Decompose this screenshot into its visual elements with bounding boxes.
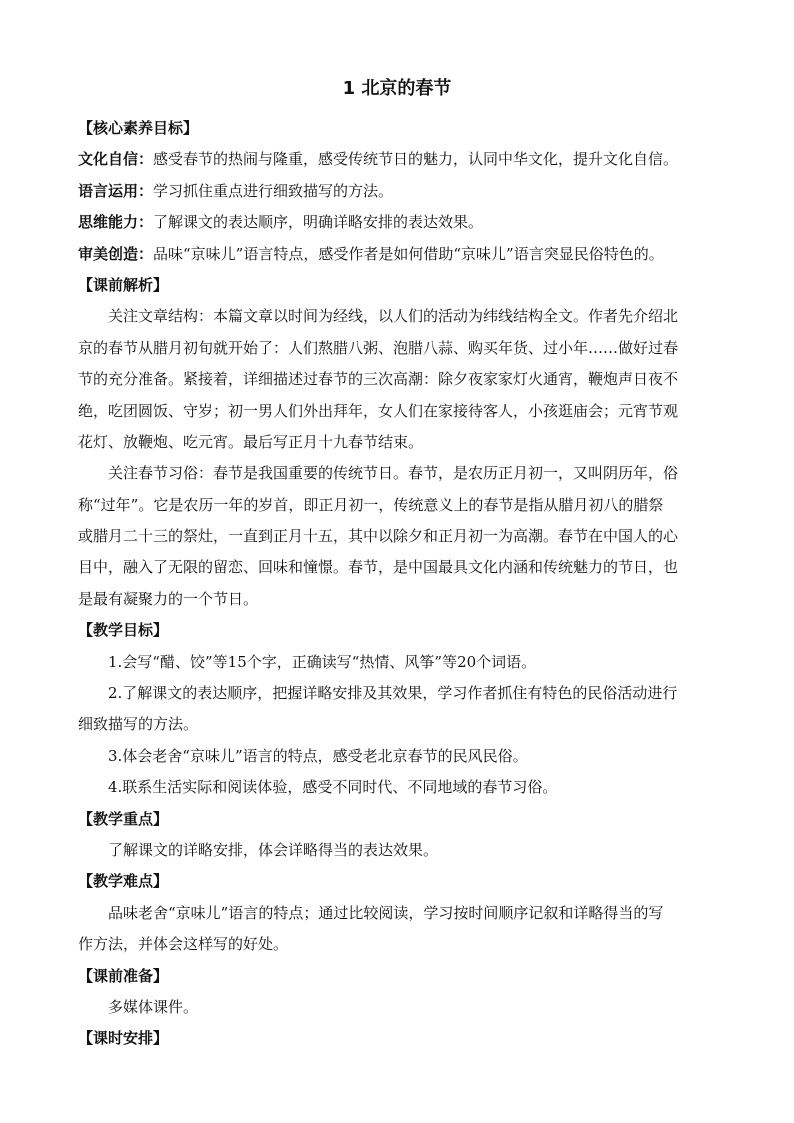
preview-line: 关注文章结构：本篇文章以时间为经线，以人们的活动为纬线结构全文。作者先介绍北	[108, 307, 679, 326]
core-goal-item	[78, 239, 724, 270]
preview-line: 称“过年”。它是农历一年的岁首，即正月初一，传统意义上的春节是指从腊月初八的腊祭	[78, 495, 664, 514]
core-goal-label: 审美创造：	[78, 244, 154, 263]
preview-line: 关注春节习俗：春节是我国重要的传统节日。春节，是农历正月初一，又叫阴历年，俗	[108, 464, 679, 483]
preview-line: 或腊月二十三的祭灶，一直到正月十五，其中以除夕和正月初一为高潮。春节在中国人的心	[78, 527, 679, 546]
core-goal-label: 语言运用：	[78, 181, 154, 200]
teaching-goal-line: 3.体会老舍“京味儿”语言的特点，感受老北京春节的民风民俗。	[108, 746, 528, 765]
section-heading-core-goals: 【核心素养目标】	[78, 119, 199, 137]
section-heading-preparation: 【课前准备】	[78, 966, 169, 985]
core-goal-item	[78, 176, 724, 207]
preparation-text: 多媒体课件。	[108, 997, 199, 1016]
teaching-goal-line: 4.联系生活实际和阅读体验，感受不同时代、不同地域的春节习俗。	[108, 778, 558, 797]
teaching-difficulty-line: 品味老舍“京味儿”语言的特点；通过比较阅读，学习按时间顺序记叙和详略得当的写	[108, 903, 664, 922]
preview-line: 绝，吃团圆饭、守岁；初一男人们外出拜年，女人们在家接待客人，小孩逛庙会；元宵节观	[78, 401, 679, 420]
preview-line: 是最有凝聚力的一个节日。	[78, 589, 259, 608]
page-title: 1 北京的春节	[342, 78, 452, 99]
core-goal-item	[78, 207, 724, 238]
teaching-focus-text: 了解课文的详略安排，体会详略得当的表达效果。	[108, 840, 439, 859]
section-heading-schedule: 【课时安排】	[78, 1029, 169, 1048]
preview-line: 目中，融入了无限的留恋、回味和憧憬。春节，是中国最具文化内涵和传统魅力的节日，也	[78, 558, 679, 577]
teaching-goal-line: 2.了解课文的表达顺序，把握详略安排及其效果，学习作者抓住有特色的民俗活动进行	[108, 684, 678, 703]
teaching-difficulty-line: 作方法，并体会这样写的好处。	[78, 935, 289, 954]
core-goal-text: 感受春节的热闹与隆重，感受传统节日的魅力，认同中华文化，提升文化自信。	[153, 150, 679, 169]
core-goal-label: 文化自信：	[78, 150, 154, 169]
section-heading-teaching-focus: 【教学重点】	[78, 809, 169, 828]
core-goal-text: 品味“京味儿”语言特点，感受作者是如何借助“京味儿”语言突显民俗特色的。	[153, 244, 664, 263]
core-goal-text: 学习抓住重点进行细致描写的方法。	[153, 181, 394, 200]
core-goal-text: 了解课文的表达顺序，明确详略安排的表达效果。	[153, 213, 484, 232]
preview-line: 节的充分准备。紧接着，详细描述过春节的三次高潮：除夕夜家家灯火通宵，鞭炮声日夜不	[78, 370, 679, 389]
section-heading-teaching-goals: 【教学目标】	[78, 621, 169, 640]
core-goal-label: 思维能力：	[78, 213, 154, 232]
section-heading-preview: 【课前解析】	[78, 275, 169, 294]
section-heading-teaching-difficulty: 【教学难点】	[78, 872, 169, 891]
document-body	[78, 113, 724, 1055]
preview-line: 京的春节从腊月初旬就开始了：人们熬腊八粥、泡腊八蒜、购买年货、过小年……做好过春	[78, 338, 679, 357]
teaching-goal-line: 细致描写的方法。	[78, 715, 199, 734]
teaching-goal-line: 1.会写“醋、饺”等15个字，正确读写“热情、风筝”等20个词语。	[108, 652, 537, 671]
preview-line: 花灯、放鞭炮、吃元宵。最后写正月十九春节结束。	[78, 432, 424, 451]
core-goal-item	[78, 144, 724, 175]
